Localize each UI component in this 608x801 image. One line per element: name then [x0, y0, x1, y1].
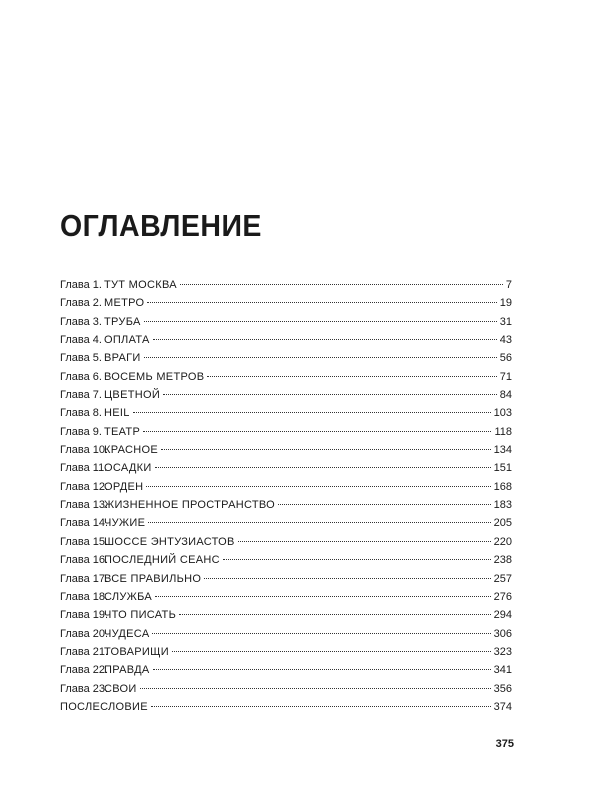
chapter-number: Глава 18. [60, 590, 109, 603]
page-number: 323 [493, 645, 512, 658]
chapter-heading: ЦВЕТНОЙ [104, 389, 161, 402]
dot-leader [155, 595, 491, 597]
dot-leader [146, 485, 490, 487]
page-number: 356 [493, 682, 512, 695]
toc-entry [60, 533, 512, 551]
chapter-heading: ЧТО ПИСАТЬ [104, 609, 177, 622]
page-number: 183 [493, 499, 512, 512]
dot-leader [161, 448, 491, 450]
page-number: 205 [493, 517, 512, 530]
page-number: 374 [493, 700, 512, 713]
page-number: 220 [493, 535, 512, 548]
chapter-number: Глава 22. [60, 664, 109, 677]
dot-leader [140, 687, 491, 689]
dot-leader [153, 338, 497, 340]
chapter-number: Глава 2. [60, 297, 102, 310]
dot-leader [144, 320, 497, 322]
dot-leader [148, 521, 490, 523]
toc-entry [60, 643, 512, 661]
chapter-number: Глава 6. [60, 370, 102, 383]
chapter-number: Глава 15. [60, 535, 109, 548]
toc-entry [60, 570, 512, 588]
page-number: 31 [499, 315, 512, 328]
dot-leader [163, 393, 497, 395]
chapter-heading: ТЕАТР [104, 425, 141, 438]
page-number: 306 [493, 627, 512, 640]
page-number: 71 [499, 370, 512, 383]
toc-entry [60, 441, 512, 459]
chapter-heading: СЛУЖБА [104, 590, 153, 603]
chapter-number: Глава 14. [60, 517, 109, 530]
toc-entry [60, 551, 512, 569]
page-number: 7 [505, 279, 512, 291]
chapter-number: Глава 3. [60, 315, 102, 328]
folio-page-number: 375 [495, 738, 514, 750]
dot-leader [238, 540, 491, 542]
toc-entry [60, 313, 512, 331]
chapter-number: Глава 17. [60, 572, 109, 585]
dot-leader [153, 668, 491, 670]
toc-entry [60, 331, 512, 349]
page-number: 341 [493, 664, 512, 677]
chapter-number: Глава 11. [60, 462, 108, 475]
chapter-number: Глава 21. [60, 645, 109, 658]
toc-entry [60, 276, 512, 294]
chapter-heading: ТРУБА [104, 315, 141, 328]
page-number: 151 [493, 462, 512, 475]
dot-leader [223, 558, 491, 560]
dot-leader [172, 650, 491, 652]
dot-leader [144, 356, 497, 358]
chapter-heading: ТОВАРИЩИ [104, 645, 169, 658]
toc-entry [60, 478, 512, 496]
dot-leader [179, 613, 491, 615]
chapter-number: Глава 7. [60, 389, 102, 402]
chapter-heading: ВРАГИ [104, 352, 141, 365]
dot-leader [133, 411, 491, 413]
toc-entry [60, 625, 512, 643]
toc-entry [60, 386, 512, 404]
chapter-heading: СВОИ [104, 682, 137, 695]
chapter-number: Глава 12. [60, 480, 109, 493]
chapter-heading: ЧУДЕСА [104, 627, 150, 640]
chapter-number: Глава 1. [60, 279, 102, 291]
chapter-number: Глава 13. [60, 499, 109, 512]
chapter-number: Глава 20. [60, 627, 109, 640]
chapter-heading: КРАСНОЕ [104, 444, 158, 457]
dot-leader [207, 375, 496, 377]
toc-entry [60, 680, 512, 698]
toc-entry [60, 588, 512, 606]
toc-entry [60, 661, 512, 679]
toc-entry [60, 514, 512, 532]
dot-leader [180, 283, 503, 285]
chapter-heading: ВСЕ ПРАВИЛЬНО [104, 572, 202, 585]
chapter-number: Глава 10. [60, 444, 109, 457]
dot-leader [151, 705, 491, 707]
page-number: 294 [493, 609, 512, 622]
chapter-heading: ПРАВДА [104, 664, 150, 677]
dot-leader [204, 577, 490, 579]
dot-leader [143, 430, 491, 432]
toc-entry [60, 496, 512, 514]
toc-entry [60, 404, 512, 422]
chapter-number: Глава 5. [60, 352, 102, 365]
toc-entry [60, 294, 512, 312]
page-title: ОГЛАВЛЕНИЕ [60, 208, 262, 243]
dot-leader [147, 301, 496, 303]
page-number: 19 [499, 297, 512, 310]
page-number: 276 [493, 590, 512, 603]
chapter-number: Глава 9. [60, 425, 102, 438]
chapter-heading: ШОССЕ ЭНТУЗИАСТОВ [104, 535, 235, 548]
page-number: 103 [493, 407, 512, 420]
chapter-heading: МЕТРО [104, 297, 145, 310]
toc-entry [60, 368, 512, 386]
page-number: 84 [499, 389, 512, 402]
toc-entry [60, 423, 512, 441]
toc-entry [60, 606, 512, 624]
chapter-heading: ОРДЕН [104, 480, 144, 493]
dot-leader [155, 466, 491, 468]
page-number: 134 [493, 444, 512, 457]
chapter-heading: ОСАДКИ [104, 462, 152, 475]
page-number: 238 [493, 554, 512, 567]
chapter-number: Глава 19. [60, 609, 109, 622]
chapter-heading: ТУТ МОСКВА [104, 279, 177, 291]
chapter-heading: HEIL [104, 407, 130, 420]
toc-entry [60, 349, 512, 367]
page-number: 257 [493, 572, 512, 585]
chapter-heading: ОПЛАТА [104, 334, 150, 347]
page-number: 118 [494, 425, 512, 438]
chapter-number: Глава 4. [60, 334, 102, 347]
table-of-contents [60, 276, 512, 716]
page-number: 168 [493, 480, 512, 493]
dot-leader [152, 632, 490, 634]
chapter-number: Глава 8. [60, 407, 102, 420]
chapter-heading: ВОСЕМЬ МЕТРОВ [104, 370, 205, 383]
chapter-heading: ПОСЛЕДНИЙ СЕАНС [104, 554, 220, 567]
chapter-number: Глава 23. [60, 682, 109, 695]
chapter-heading: ЧУЖИЕ [104, 517, 146, 530]
chapter-heading: ЖИЗНЕННОЕ ПРОСТРАНСТВО [104, 499, 275, 512]
toc-entry [60, 459, 512, 477]
page-number: 43 [499, 334, 512, 347]
toc-entry-afterword [60, 698, 512, 716]
dot-leader [278, 503, 491, 505]
chapter-heading: ПОСЛЕСЛОВИЕ [60, 700, 148, 713]
page-number: 56 [499, 352, 512, 365]
chapter-number: Глава 16. [60, 554, 109, 567]
